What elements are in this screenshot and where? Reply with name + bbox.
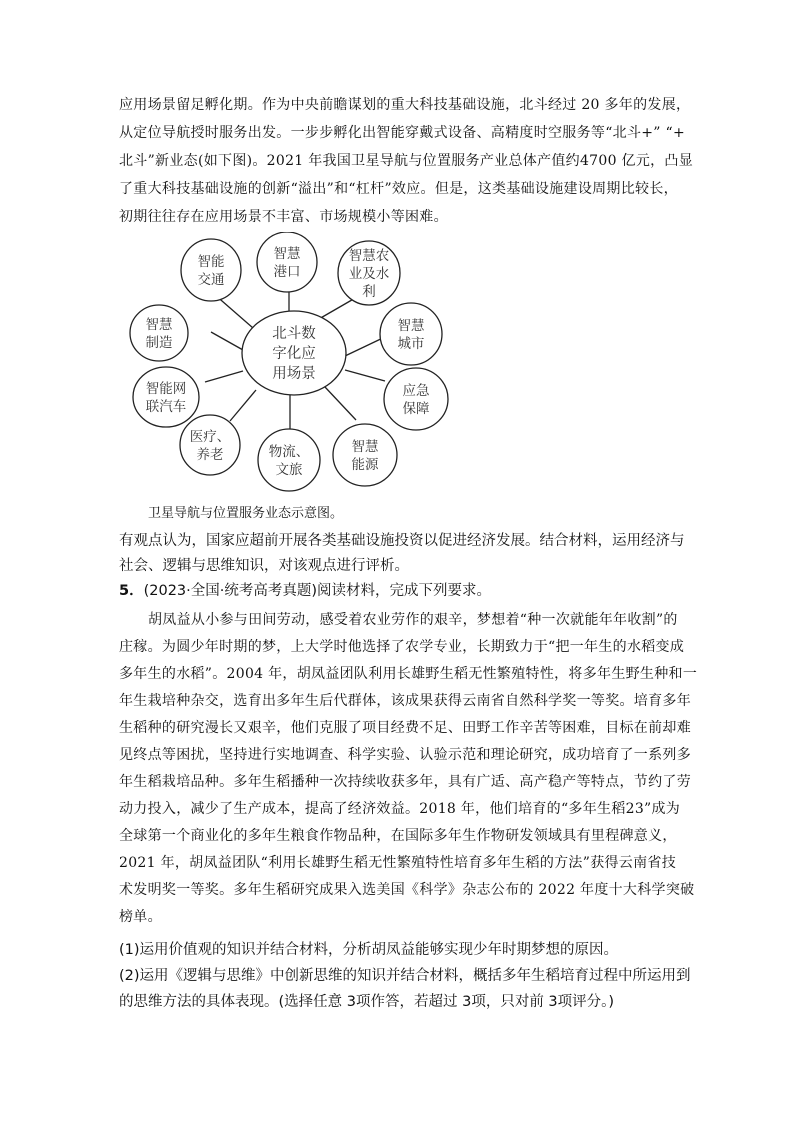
story-line: 年生栽培种杂交，选育出多年生后代群体，该成果获得云南省自然科学奖一等奖。培育多年 bbox=[119, 693, 691, 709]
question-4-prompt: 有观点认为，国家应超前开展各类基础设施投资以促进经济发展。结合材料，运用经济与社会、逻辑与思维知识，对该观点进行评析。 bbox=[119, 533, 685, 574]
diagram-node-label: 应急保障 bbox=[402, 382, 430, 417]
intro-line: 了重大科技基础设施的创新“溢出”和“杠杆”效应。但是，这类基础设施建设周期比较长， bbox=[119, 181, 678, 197]
diagram-center-label: 北斗数字化应用场景 bbox=[272, 326, 316, 383]
question-instruction: 阅读材料，完成下列要求。 bbox=[317, 583, 492, 599]
beidou-application-diagram bbox=[119, 232, 449, 497]
story-line: 年生稻栽培品种。多年生稻播种一次持续收获多年，具有广适、高产稳产等特点，节约了劳 bbox=[119, 774, 691, 790]
question-source: (2023·全国·统考高考真题) bbox=[143, 583, 318, 599]
question-5-heading bbox=[119, 579, 491, 600]
story-line: 胡凤益从小参与田间劳动，感受着农业劳作的艰辛，梦想着“种一次就能年年收割”的 bbox=[148, 612, 678, 628]
sub-question-2-continued: 的思维方法的具体表现。(选择任意 3项作答，若超过 3项，只对前 3项评分。) bbox=[119, 994, 615, 1010]
story-line: 榜单。 bbox=[119, 909, 162, 925]
question-number: 5． bbox=[119, 583, 144, 599]
diagram-node-label: 智能交通 bbox=[197, 253, 225, 288]
sub-questions bbox=[119, 937, 694, 1015]
sub-question-1: (1)运用价值观的知识并结合材料，分析胡凤益能够实现少年时期梦想的原因。 bbox=[119, 942, 619, 958]
story-line: 术发明奖一等奖。多年生稻研究成果入选美国《科学》杂志公布的 2022 年度十大科学突破 bbox=[119, 882, 695, 898]
diagram-node-label: 智慧城市 bbox=[397, 317, 425, 352]
story-line: 动力投入，减少了生产成本，提高了经济效益。2018 年，他们培育的“多年生稻23”成为 bbox=[119, 801, 681, 817]
diagram-node-label: 智慧港口 bbox=[273, 245, 301, 280]
intro-line: 北斗”新业态(如下图)。2021 年我国卫星导航与位置服务产业总体产值约4700 亿元，凸显 bbox=[119, 153, 694, 169]
intro-line: 从定位导航授时服务出发。一步步孵化出智能穿戴式设备、高精度时空服务等“北斗+” “+ bbox=[119, 125, 685, 141]
diagram-node-label: 智慧能源 bbox=[351, 438, 379, 473]
story-paragraph bbox=[119, 607, 698, 931]
intro-paragraph bbox=[119, 91, 694, 231]
sub-question-2: (2)运用《逻辑与思维》中创新思维的知识并结合材料，概括多年生稻培育过程中所运用到 bbox=[119, 968, 691, 984]
story-line: 多年生的水稻”。2004 年，胡凤益团队利用长雄野生稻无性繁殖特性，将多年生野生种和一 bbox=[119, 666, 698, 682]
intro-line: 初期往往存在应用场景不丰富、市场规模小等困难。 bbox=[119, 209, 448, 225]
story-line: 2021 年，胡凤益团队“利用长雄野生稻无性繁殖特性培育多年生稻的方法”获得云南省技 bbox=[119, 855, 676, 871]
diagram-node-label: 智慧农业及水利 bbox=[348, 247, 390, 300]
diagram-node-label: 智慧制造 bbox=[145, 316, 173, 351]
diagram-node-label: 智能网联汽车 bbox=[145, 380, 187, 415]
story-line: 全球第一个商业化的多年生粮食作物品种，在国际多年生作物研发领域具有里程碑意义， bbox=[119, 828, 677, 844]
intro-line: 应用场景留足孵化期。作为中央前瞻谋划的重大科技基础设施，北斗经过 20 多年的发展， bbox=[119, 97, 691, 113]
story-line: 生稻种的研究漫长又艰辛，他们克服了项目经费不足、田野工作辛苦等困难，目标在前却难 bbox=[119, 720, 691, 736]
diagram-node-label: 物流、文旅 bbox=[268, 443, 310, 478]
story-line: 庄稼。为圆少年时期的梦，上大学时他选择了农学专业，长期致力于“把一年生的水稻变成 bbox=[119, 639, 685, 655]
diagram-caption: 卫星导航与位置服务业态示意图。 bbox=[148, 506, 344, 521]
story-line: 见终点等困扰，坚持进行实地调查、科学实验、认验示范和理论研究，成功培育了一系列多 bbox=[119, 747, 691, 763]
diagram-node-label: 医疗、养老 bbox=[189, 428, 231, 463]
